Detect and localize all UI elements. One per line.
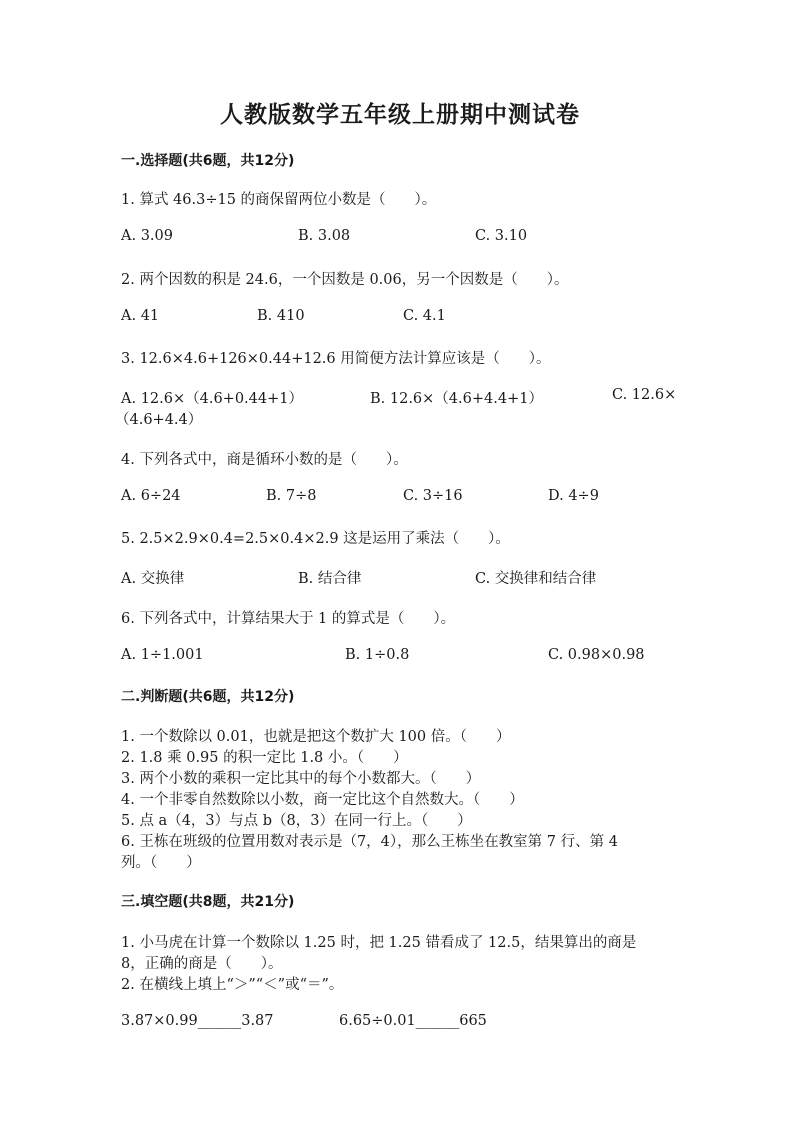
compare-item-1: 3.87×0.99______3.87 <box>121 1013 274 1029</box>
choice-6-option-b: B. 1÷0.8 <box>345 647 410 663</box>
choice-5-option-b: B. 结合律 <box>298 571 362 587</box>
choice-1-option-a: A. 3.09 <box>121 228 173 244</box>
choice-3-option-a: A. 12.6×（4.6+0.44+1） <box>121 391 303 407</box>
choice-3-option-b: B. 12.6×（4.6+4.4+1） <box>370 391 543 407</box>
choice-question-6: 6. 下列各式中，计算结果大于 1 的算式是（ ）。 <box>121 611 456 627</box>
choice-6-option-a: A. 1÷1.001 <box>121 647 204 663</box>
choice-2-option-a: A. 41 <box>121 308 160 324</box>
choice-4-option-a: A. 6÷24 <box>121 488 181 504</box>
judge-question-6-continued: 列。（ ） <box>121 855 201 871</box>
compare-item-2: 6.65÷0.01______665 <box>339 1013 487 1029</box>
page-title: 人教版数学五年级上册期中测试卷 <box>220 102 580 128</box>
choice-2-option-c: C. 4.1 <box>403 308 446 324</box>
choice-3-option-c-continued: （4.6+4.4） <box>115 412 203 428</box>
choice-question-4: 4. 下列各式中，商是循环小数的是（ ）。 <box>121 452 408 468</box>
judge-question-5: 5. 点 a（4，3）与点 b（8，3）在同一行上。（ ） <box>121 813 472 829</box>
section-heading-fill: 三.填空题(共8题，共21分) <box>121 894 295 910</box>
judge-question-4: 4. 一个非零自然数除以小数，商一定比这个自然数大。（ ） <box>121 792 524 808</box>
choice-question-1: 1. 算式 46.3÷15 的商保留两位小数是（ ）。 <box>121 192 437 208</box>
choice-2-option-b: B. 410 <box>257 308 305 324</box>
choice-question-3: 3. 12.6×4.6+126×0.44+12.6 用简便方法计算应该是（ ）。 <box>121 351 551 367</box>
choice-4-option-d: D. 4÷9 <box>548 488 599 504</box>
choice-4-option-c: C. 3÷16 <box>403 488 463 504</box>
choice-question-5: 5. 2.5×2.9×0.4=2.5×0.4×2.9 这是运用了乘法（ ）。 <box>121 531 510 547</box>
section-heading-choice: 一.选择题(共6题，共12分) <box>121 153 295 169</box>
fill-question-1: 1. 小马虎在计算一个数除以 1.25 时，把 1.25 错看成了 12.5，结果算出的商是 <box>121 935 637 951</box>
section-heading-judge: 二.判断题(共6题，共12分) <box>121 689 295 705</box>
fill-question-2: 2. 在横线上填上“＞”“＜”或“＝”。 <box>121 977 344 993</box>
choice-5-option-c: C. 交换律和结合律 <box>475 571 597 587</box>
choice-1-option-b: B. 3.08 <box>298 228 351 244</box>
choice-3-option-c: C. 12.6× <box>612 387 677 403</box>
judge-question-2: 2. 1.8 乘 0.95 的积一定比 1.8 小。（ ） <box>121 750 408 766</box>
judge-question-3: 3. 两个小数的乘积一定比其中的每个小数都大。（ ） <box>121 771 481 787</box>
choice-1-option-c: C. 3.10 <box>475 228 528 244</box>
judge-question-1: 1. 一个数除以 0.01，也就是把这个数扩大 100 倍。（ ） <box>121 729 511 745</box>
judge-question-6: 6. 王栋在班级的位置用数对表示是（7，4），那么王栋坐在教室第 7 行、第 4 <box>121 834 618 850</box>
fill-question-1-continued: 8，正确的商是（ ）。 <box>121 956 283 972</box>
choice-question-2: 2. 两个因数的积是 24.6，一个因数是 0.06，另一个因数是（ ）。 <box>121 272 569 288</box>
choice-5-option-a: A. 交换律 <box>121 571 185 587</box>
choice-4-option-b: B. 7÷8 <box>266 488 317 504</box>
choice-6-option-c: C. 0.98×0.98 <box>548 647 645 663</box>
